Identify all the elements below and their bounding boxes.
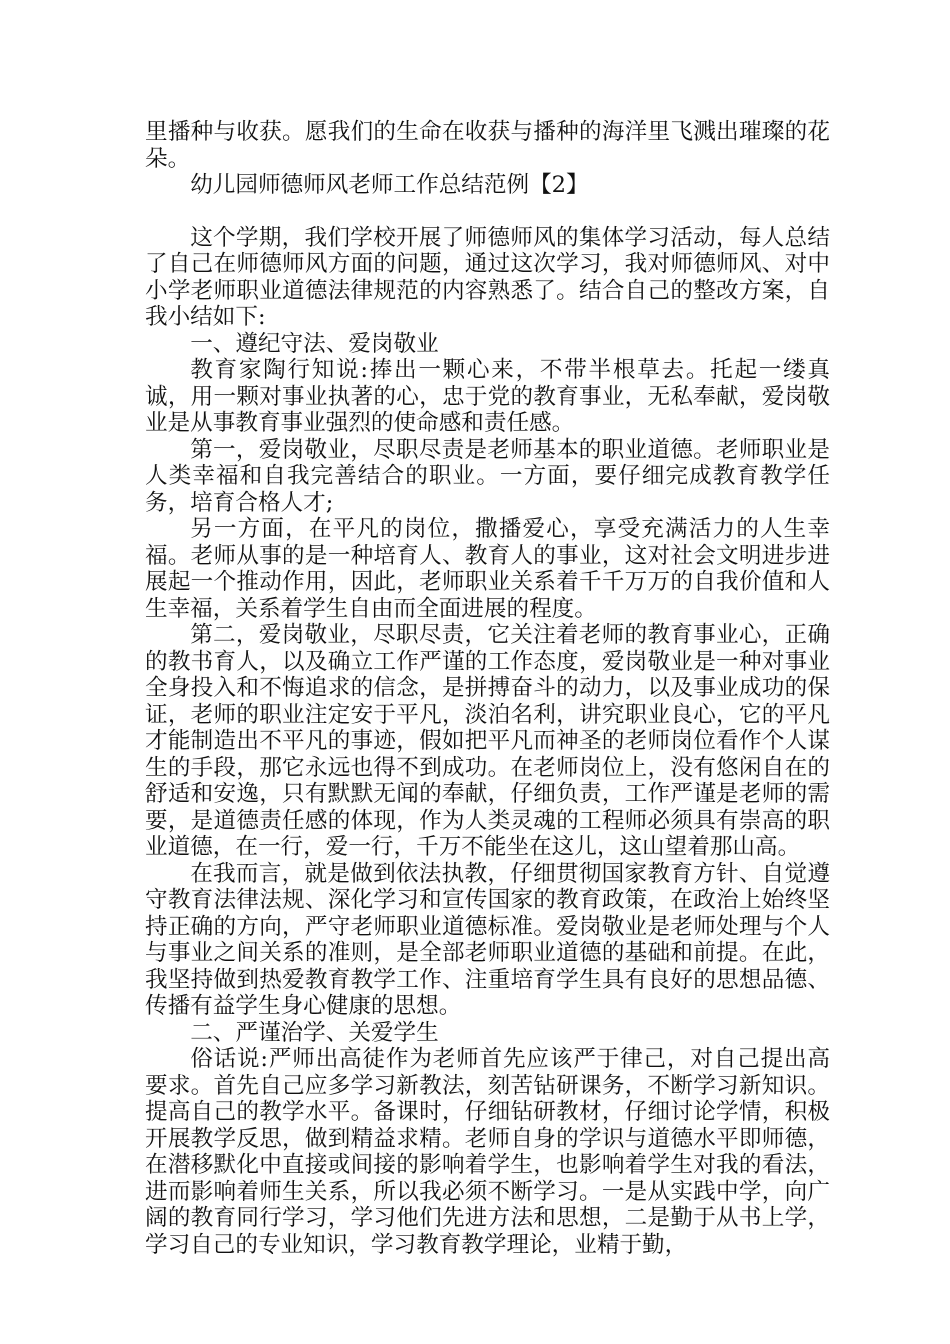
paragraph-strict-teacher: 俗话说:严师出高徒作为老师首先应该严于律己，对自己提出高要求。首先自己应多学习新教法，刻苦钻研课务，不断学习新知识。提高自己的教学水平。备课时，仔细钻研教材，仔细讨论学情，积极开展教学反思，做到精益求精。老师自身的学识与道德水平即师德，在潜移默化中直接或间接的影响着学生，也影响着学生对我的看法，进而影响着师生关系，所以我必须不断学习。一是从实践中学，向广阔的教育同行学习，学习他们先进方法和思想，二是勤于从书上学，学习自己的专业知识，学习教育教学理论，业精于勤， xyxy=(145,1046,830,1258)
section-heading-1: 一、遵纪守法、爱岗敬业 xyxy=(190,330,439,357)
paragraph-other-hand: 另一方面，在平凡的岗位，撒播爱心，享受充满活力的人生幸福。老师从事的是一种培育人、教育人的事业，这对社会文明进步进展起一个推动作用，因此，老师职业关系着千千万万的自我价值和人生幸福，关系着学生自由而全面进展的程度。 xyxy=(145,516,830,622)
paragraph-second-point: 第二，爱岗敬业，尽职尽责，它关注着老师的教育事业心，正确的教书育人，以及确立工作严谨的工作态度，爱岗敬业是一种对事业全身投入和不悔追求的信念，是拼搏奋斗的动力，以及事业成功的保证，老师的职业注定安于平凡，淡泊名利，讲究职业良心，它的平凡才能制造出不平凡的事迹，假如把平凡而神圣的老师岗位看作个人谋生的手段，那它永远也得不到成功。在老师岗位上，没有悠闲自在的舒适和安逸，只有默默无闻的奉献，仔细负责，工作严谨是老师的需要，是道德责任感的体现，作为人类灵魂的工程师必须具有崇高的职业道德，在一行，爱一行，千万不能坐在这儿，这山望着那山高。 xyxy=(145,622,830,860)
paragraph-tao-quote: 教育家陶行知说:捧出一颗心来，不带半根草去。托起一缕真诚，用一颗对事业执著的心，忠于党的教育事业，无私奉献，爱岗敬业是从事教育事业强烈的使命感和责任感。 xyxy=(145,357,830,436)
document-page xyxy=(145,119,830,1258)
document-title: 幼儿园师德师风老师工作总结范例【2】 xyxy=(190,172,589,198)
section-heading-2: 二、严谨治学、关爱学生 xyxy=(190,1019,439,1046)
blank-line xyxy=(145,199,830,225)
paragraph-personal: 在我而言，就是做到依法执教，仔细贯彻国家教育方针、自觉遵守教育法律法规、深化学习和宣传国家的教育政策，在政治上始终坚持正确的方向，严守老师职业道德标准。爱岗敬业是老师处理与个人与事业之间关系的准则，是全部老师职业道德的基础和前提。在此，我坚持做到热爱教育教学工作、注重培育学生具有良好的思想品德、传播有益学生身心健康的思想。 xyxy=(145,860,830,1019)
paragraph-continuation: 里播种与收获。愿我们的生命在收获与播种的海洋里飞溅出璀璨的花朵。 xyxy=(145,119,830,172)
paragraph-first-point: 第一，爱岗敬业，尽职尽责是老师基本的职业道德。老师职业是人类幸福和自我完善结合的职业。一方面，要仔细完成教育教学任务，培育合格人才; xyxy=(145,436,830,516)
paragraph-intro: 这个学期，我们学校开展了师德师风的集体学习活动，每人总结了自己在师德师风方面的问题，通过这次学习，我对师德师风、对中小学老师职业道德法律规范的内容熟悉了。结合自己的整改方案，自我小结如下: xyxy=(145,224,830,330)
